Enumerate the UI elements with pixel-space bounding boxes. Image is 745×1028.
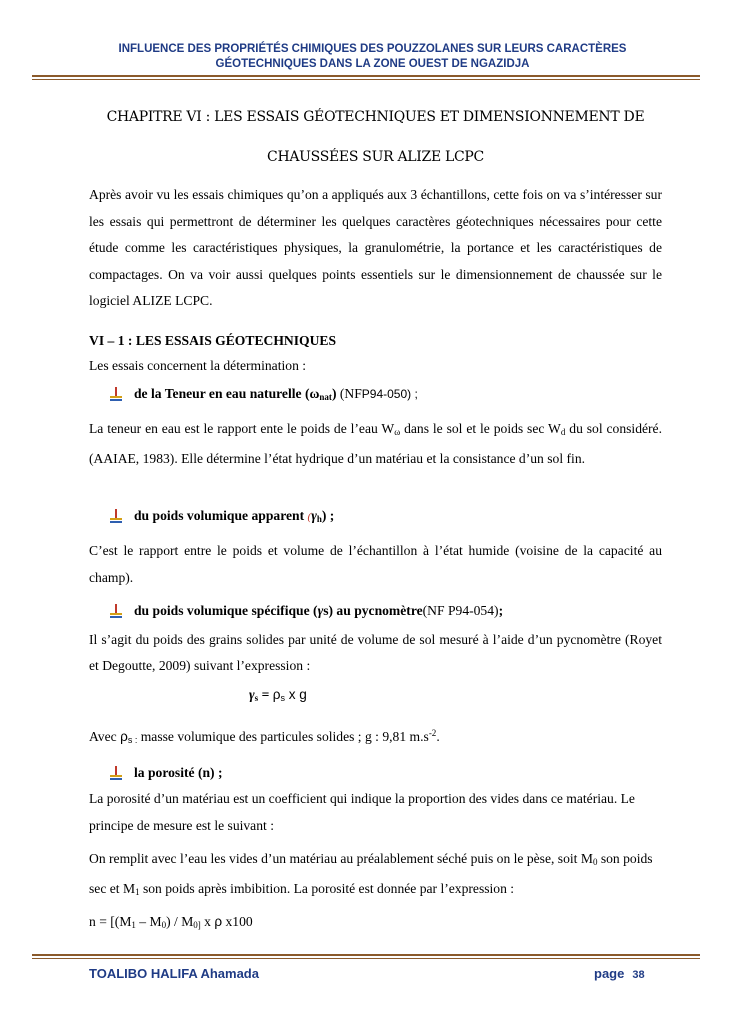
water-paragraph: La teneur en eau est le rapport ente le poids de l’eau $W_\omega$ dans le sol et le poids $\sec W_d$ du sol considéré. (AAIAE, 1983). Elle détermine l’état hydrique d’un matériau et la consistance d’un sol fin.: [89, 421, 662, 466]
porosity-formula: $n = [(M_1 - M_0) / M_{0]}$ x ρ x100: [89, 914, 253, 930]
footer-page-number: page 38: [594, 966, 645, 981]
header-line-2: GÉOTECHNIQUES DANS LA ZONE OUEST DE NGAZIDJA: [215, 58, 530, 70]
water-ref-a: (NF: [339, 386, 362, 401]
footer-rule: [32, 954, 700, 959]
specific-avec: Avec $\rho_{s :}$ masse volumique des particules solides ; g : 9,81 $m.s^{-2}$.: [89, 728, 440, 745]
water-label-sub: nat: [319, 392, 332, 402]
apparent-paragraph: C’est le rapport entre le poids et volume de l’échantillon à l’état humide (voisine de la capacité au champ).: [89, 543, 662, 585]
chapter-title-line-2: CHAUSSÉES SUR ALIZE LCPC: [267, 149, 484, 165]
header-rule: [32, 75, 700, 80]
specific-paragraph: Il s’agit du poids des grains solides par unité de volume de sol mesuré à l’aide d’un pycnomètre (Royet et Degoutte, 2009) suivant l’expression :: [89, 632, 662, 673]
water-ref-b: P94-050) ;: [361, 387, 418, 401]
running-header: [60, 42, 685, 72]
chapter-title-line-1: CHAPITRE VI : LES ESSAIS GÉOTECHNIQUES ET DIMENSIONNEMENT DE: [106, 109, 645, 125]
arrow-down-bullet-icon: [110, 604, 122, 618]
section-lead: Les essais concernent la détermination :: [89, 358, 307, 373]
bullet-specific-density: du poids volumique spécifique (γs) au pycnomètre (NF P94-054) ;: [110, 603, 503, 619]
footer-author: TOALIBO HALIFA Ahamada: [89, 966, 259, 981]
porosity-paragraph-2: On remplit avec l’eau les vides d’un matériau au préalablement séché puis on le pèse, soit $M_0$ son poids sec et $M_1$ son poids après imbibition. La porosité est donnée par l’expression :: [89, 851, 653, 897]
porosity-paragraph-1: La porosité d’un matériau est un coefficient qui indique la proportion des vides dans ce matériau. Le principe de mesure est le suivant :: [89, 791, 635, 833]
arrow-down-bullet-icon: [110, 387, 122, 401]
specific-formula: $\gamma_s = \rho_s$ x g: [249, 687, 307, 703]
porosity-label: la porosité (n) ;: [134, 765, 223, 780]
intro-paragraph: Après avoir vu les essais chimiques qu’on a appliqués aux 3 échantillons, cette fois on va s’intéresser sur les essais qui permettront de déterminer les quelques caractères géotechniques nécessaires pour cette étude comme les caractéristiques physiques, la granulométrie, la portance et les caractéristiques de compactages. On va voir aussi quelques points essentiels sur le dimensionnement de chaussée sur le logiciel ALIZE LCPC.: [89, 187, 662, 309]
header-line-1: INFLUENCE DES PROPRIÉTÉS CHIMIQUES DES POUZZOLANES SUR LEURS CARACTÈRES: [118, 43, 627, 55]
water-label: de la Teneur en eau naturelle (ω: [134, 386, 320, 401]
arrow-down-bullet-icon: [110, 766, 122, 780]
section-title: VI – 1 : LES ESSAIS GÉOTECHNIQUES: [89, 333, 337, 348]
bullet-apparent-density: du poids volumique apparent $(\gamma_h)$ ;: [110, 508, 334, 524]
bullet-water-content: [110, 386, 418, 402]
arrow-down-bullet-icon: [110, 509, 122, 523]
water-label-close: ): [331, 386, 337, 401]
bullet-porosity: [110, 765, 222, 781]
